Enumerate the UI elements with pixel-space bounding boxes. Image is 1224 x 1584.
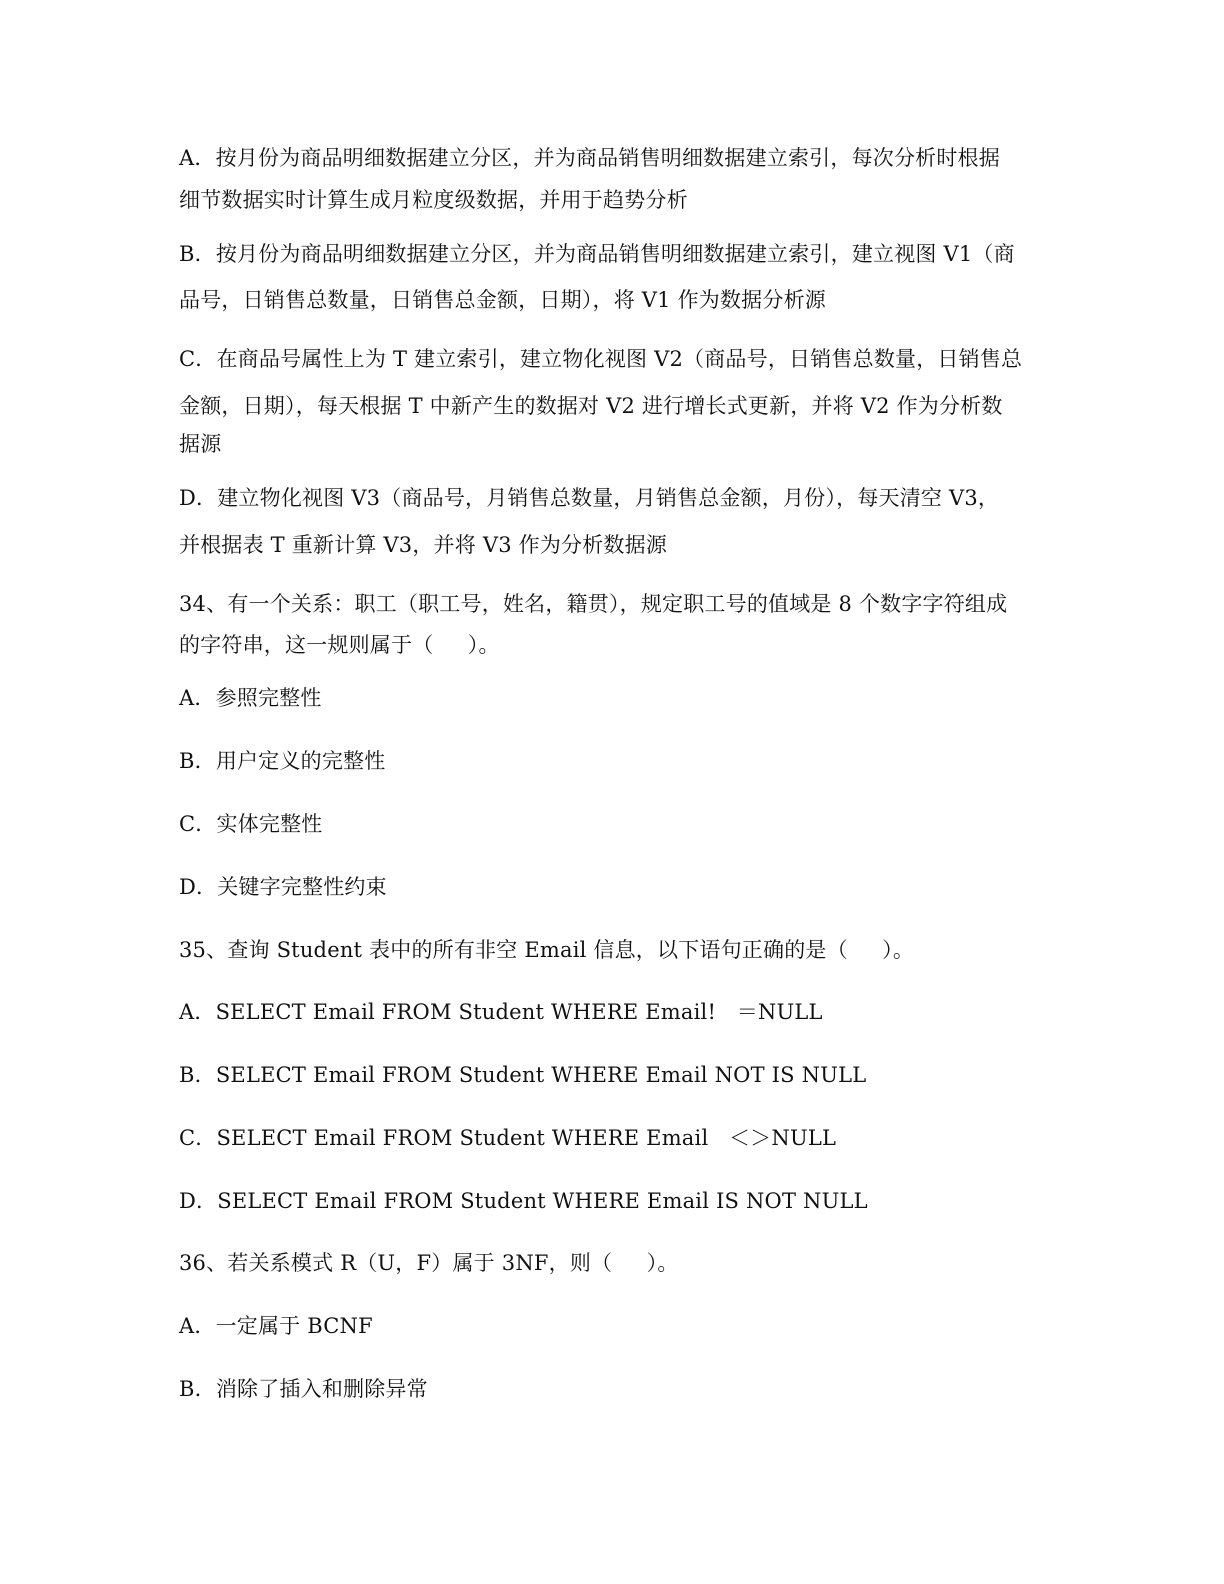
question-36-option-a: A．一定属于 BCNF bbox=[179, 1314, 373, 1338]
option-c-line-2: 金额，日期），每天根据 T 中新产生的数据对 V2 进行增长式更新，并将 V2 作为分析数 bbox=[179, 394, 1003, 418]
option-a-line-1: A．按月份为商品明细数据建立分区，并为商品销售明细数据建立索引，每次分析时根据 bbox=[179, 146, 1000, 170]
question-35-stem: 35、查询 Student 表中的所有非空 Email 信息，以下语句正确的是（ ）。 bbox=[179, 938, 915, 962]
option-b-line-1: B．按月份为商品明细数据建立分区，并为商品销售明细数据建立索引，建立视图 V1（商 bbox=[179, 242, 1015, 266]
question-36-stem: 36、若关系模式 R（U，F）属于 3NF，则（ ）。 bbox=[179, 1251, 679, 1275]
question-34-option-d: D．关键字完整性约束 bbox=[179, 875, 387, 899]
question-34-option-c: C．实体完整性 bbox=[179, 812, 323, 836]
option-d-line-1: D．建立物化视图 V3（商品号，月销售总数量，月销售总金额，月份），每天清空 V3， bbox=[179, 486, 1000, 510]
question-34-stem-line-1: 34、有一个关系：职工（职工号，姓名，籍贯），规定职工号的值域是 8 个数字字符组成 bbox=[179, 592, 1008, 616]
option-a-line-2: 细节数据实时计算生成月粒度级数据，并用于趋势分析 bbox=[179, 188, 688, 212]
option-c-line-3: 据源 bbox=[179, 432, 222, 456]
question-34-option-b: B．用户定义的完整性 bbox=[179, 749, 386, 773]
question-36-option-b: B．消除了插入和删除异常 bbox=[179, 1377, 428, 1401]
question-34-option-a: A．参照完整性 bbox=[179, 686, 322, 710]
option-c-line-1: C．在商品号属性上为 T 建立索引，建立物化视图 V2（商品号，日销售总数量，日销售总 bbox=[179, 347, 1023, 371]
question-35-option-c: C．SELECT Email FROM Student WHERE Email ＜＞NULL bbox=[179, 1126, 837, 1150]
question-35-option-b: B．SELECT Email FROM Student WHERE Email NOT IS NULL bbox=[179, 1063, 867, 1087]
question-34-stem-line-2: 的字符串，这一规则属于（ ）。 bbox=[179, 633, 500, 657]
option-d-line-2: 并根据表 T 重新计算 V3，并将 V3 作为分析数据源 bbox=[179, 533, 668, 557]
question-35-option-d: D．SELECT Email FROM Student WHERE Email IS NOT NULL bbox=[179, 1189, 868, 1213]
question-35-option-a: A．SELECT Email FROM Student WHERE Email! ＝NULL bbox=[179, 1000, 823, 1024]
option-b-line-2: 品号，日销售总数量，日销售总金额，日期），将 V1 作为数据分析源 bbox=[179, 288, 826, 312]
